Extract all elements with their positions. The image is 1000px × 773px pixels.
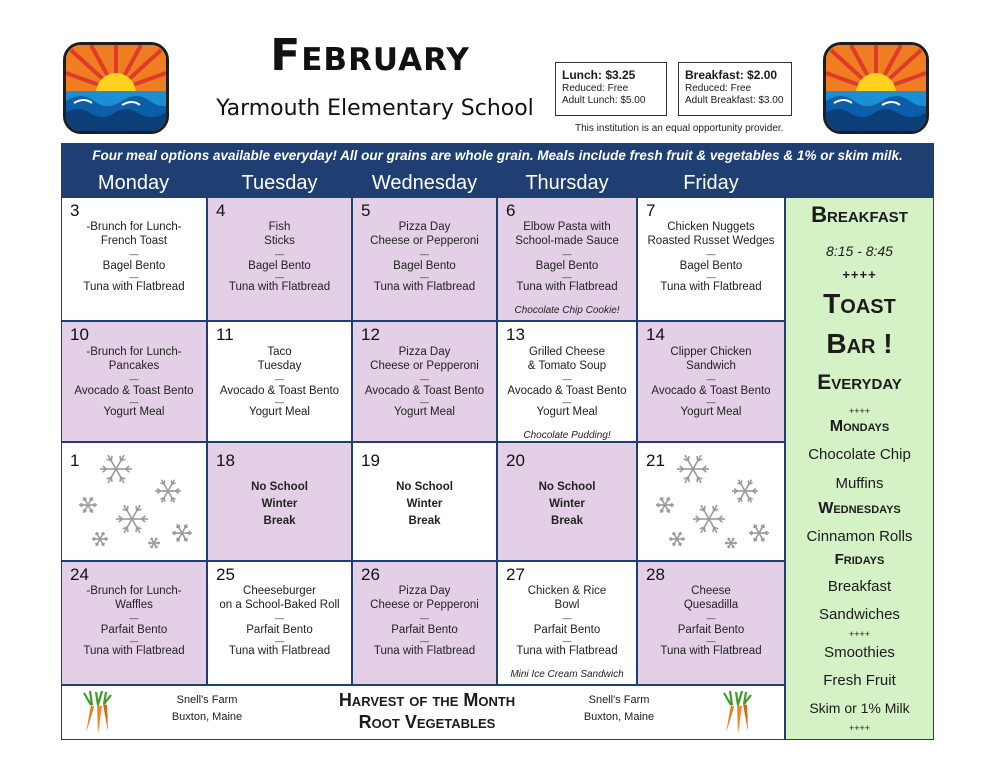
day-cell — [207, 197, 352, 321]
day-cell — [207, 442, 352, 561]
entree-line: -Brunch for Lunch- — [86, 346, 182, 358]
option-two: Bagel Bento — [679, 260, 743, 272]
entree-line: Cheese or Pepperoni — [370, 599, 479, 611]
option-two: Bagel Bento — [102, 260, 166, 272]
entree-line: -Brunch for Lunch- — [86, 585, 182, 597]
dash-divider: — — [129, 249, 139, 259]
dash-divider: — — [129, 374, 139, 384]
sunrise-wave-icon — [826, 45, 926, 131]
day-thursday: Thursday — [525, 172, 609, 194]
day-cell — [61, 321, 207, 442]
everyday-label: Everyday — [817, 371, 902, 394]
dash-divider: — — [420, 249, 429, 259]
option-two: Bagel Bento — [248, 260, 311, 272]
dash-divider: — — [706, 397, 716, 407]
date-number: 20 — [506, 451, 525, 470]
entree-line: Cheese or Pepperoni — [370, 235, 479, 247]
plus-divider: ++++ — [842, 267, 877, 282]
option-three: Yogurt Meal — [680, 406, 742, 418]
option-three: Yogurt Meal — [103, 406, 165, 418]
monday-item-2: Muffins — [835, 475, 884, 492]
breakfast-reduced: Reduced: Free — [685, 83, 752, 94]
date-number: 13 — [506, 325, 525, 344]
entree-line: Elbow Pasta with — [523, 221, 611, 233]
harvest-title: Harvest of the Month — [338, 690, 516, 710]
entree-line: & Tomato Soup — [527, 360, 607, 372]
equal-opportunity-note: This institution is an equal opportunity provider. — [575, 123, 784, 134]
day-cell — [637, 442, 785, 561]
breakfast-adult: Adult Breakfast: $3.00 — [685, 95, 784, 106]
entree-line: Fish — [268, 221, 291, 233]
no-school-text: Break — [551, 515, 583, 527]
date-number: 28 — [646, 565, 665, 584]
day-cell — [497, 197, 637, 321]
option-three: Yogurt Meal — [249, 406, 310, 418]
option-three: Tuna with Flatbread — [373, 645, 476, 657]
day-cell — [637, 561, 785, 685]
snowflake-icon — [647, 449, 777, 549]
date-number: 21 — [646, 451, 665, 470]
entree-line: Cheese — [691, 585, 731, 597]
snowflake-art — [647, 449, 777, 553]
harvest-of-the-month — [61, 685, 785, 740]
day-cell — [352, 321, 497, 442]
date-number: 1 — [70, 451, 80, 470]
dash-divider: — — [275, 636, 284, 646]
no-school-text: Winter — [261, 498, 298, 510]
dash-divider: — — [129, 636, 139, 646]
date-number: 5 — [361, 201, 371, 220]
breakfast-time: 8:15 - 8:45 — [826, 243, 893, 259]
no-school-text: Break — [263, 515, 296, 527]
carrot-icon — [722, 691, 752, 735]
dash-divider: — — [706, 249, 716, 259]
option-three: Tuna with Flatbread — [373, 281, 476, 293]
day-cell — [207, 321, 352, 442]
month-title: February — [270, 30, 470, 81]
school-name: Yarmouth Elementary School — [216, 96, 534, 121]
entree-line: Sticks — [264, 235, 295, 247]
dash-divider: — — [706, 272, 716, 282]
day-cell — [61, 442, 207, 561]
day-cell — [352, 561, 497, 685]
dash-divider: — — [562, 636, 572, 646]
breakfast-title: Breakfast — [811, 202, 908, 227]
day-tuesday: Tuesday — [241, 172, 318, 194]
dash-divider: — — [275, 397, 284, 407]
day-friday: Friday — [683, 172, 739, 194]
option-two: Avocado & Toast Bento — [364, 385, 485, 397]
dash-divider: — — [562, 374, 572, 384]
entree-line: -Brunch for Lunch- — [86, 221, 182, 233]
sunrise-wave-icon — [66, 45, 166, 131]
option-three: Tuna with Flatbread — [516, 281, 618, 293]
lunch-price: Lunch: $3.25 — [562, 68, 636, 82]
option-two: Avocado & Toast Bento — [74, 385, 194, 397]
option-two: Parfait Bento — [100, 624, 168, 636]
harvest-subtitle: Root Vegetables — [358, 712, 496, 732]
no-school-text: Break — [408, 515, 441, 527]
dash-divider: — — [562, 249, 572, 259]
snowflake-art — [70, 449, 200, 553]
dash-divider: — — [275, 249, 284, 259]
info-banner: Four meal options available everyday! All our grains are whole grain. Meals include fresh fruit & vegetables & 1% or skim milk. — [61, 143, 934, 169]
day-cell — [637, 321, 785, 442]
dash-divider: — — [706, 374, 716, 384]
day-cell — [637, 197, 785, 321]
snowflake-icon — [70, 449, 200, 549]
fridays-label: Fridays — [834, 551, 885, 568]
dash-divider: — — [129, 272, 139, 282]
farm-location: Buxton, Maine — [171, 711, 243, 723]
date-number: 19 — [361, 451, 380, 470]
dash-divider: — — [562, 272, 572, 282]
farm-location: Buxton, Maine — [583, 711, 655, 723]
date-number: 14 — [646, 325, 665, 344]
day-monday: Monday — [97, 172, 170, 194]
entree-line: Waffles — [115, 599, 153, 611]
monday-item-1: Chocolate Chip — [808, 446, 911, 463]
mondays-label: Mondays — [829, 418, 890, 435]
friday-item-2: Sandwiches — [819, 606, 900, 623]
option-three: Yogurt Meal — [536, 406, 598, 418]
option-two: Avocado & Toast Bento — [219, 385, 340, 397]
breakfast-price-box — [678, 62, 792, 116]
date-number: 25 — [216, 565, 235, 584]
milk-item: Skim or 1% Milk — [809, 700, 910, 716]
no-school-text: No School — [251, 481, 308, 493]
dash-divider: — — [562, 397, 572, 407]
day-cell — [61, 197, 207, 321]
plus-divider: ++++ — [848, 406, 871, 416]
plus-divider: ++++ — [848, 723, 871, 733]
option-two: Avocado & Toast Bento — [651, 385, 771, 397]
dash-divider: — — [129, 613, 139, 623]
option-three: Yogurt Meal — [394, 406, 455, 418]
day-cell — [497, 442, 637, 561]
day-cell — [497, 321, 637, 442]
dessert-note: Chocolate Chip Cookie! — [514, 305, 620, 316]
dash-divider: — — [275, 374, 284, 384]
date-number: 18 — [216, 451, 235, 470]
date-number: 10 — [70, 325, 89, 344]
entree-line: Chicken & Rice — [527, 585, 607, 597]
entree-line: Cheeseburger — [243, 585, 316, 597]
entree-line: Quesadilla — [683, 599, 739, 611]
smoothies-item: Smoothies — [824, 644, 895, 661]
option-three: Tuna with Flatbread — [660, 645, 762, 657]
dash-divider: — — [420, 636, 429, 646]
dash-divider: — — [275, 272, 284, 282]
wednesday-item: Cinnamon Rolls — [806, 528, 913, 545]
farm-info-right — [564, 692, 674, 726]
option-three: Tuna with Flatbread — [83, 645, 185, 657]
day-cell — [61, 561, 207, 685]
option-two: Bagel Bento — [535, 260, 599, 272]
day-cell — [352, 197, 497, 321]
day-cell — [497, 561, 637, 685]
wednesdays-label: Wednesdays — [818, 500, 901, 517]
option-two: Parfait Bento — [677, 624, 745, 636]
day-wednesday: Wednesday — [371, 172, 478, 194]
toast-label: Toast — [823, 288, 896, 319]
dash-divider: — — [420, 374, 429, 384]
option-three: Tuna with Flatbread — [516, 645, 618, 657]
date-number: 12 — [361, 325, 380, 344]
option-two: Bagel Bento — [393, 260, 456, 272]
entree-line: Taco — [267, 346, 292, 358]
option-three: Tuna with Flatbread — [83, 281, 185, 293]
lunch-adult: Adult Lunch: $5.00 — [562, 95, 646, 106]
entree-line: Roasted Russet Wedges — [647, 235, 775, 247]
entree-line: Grilled Cheese — [528, 346, 606, 358]
date-number: 3 — [70, 201, 80, 220]
date-number: 7 — [646, 201, 656, 220]
lunch-reduced: Reduced: Free — [562, 83, 629, 94]
farm-name: Snell's Farm — [588, 694, 650, 706]
entree-line: French Toast — [100, 235, 168, 247]
dash-divider: — — [275, 613, 284, 623]
farm-name: Snell's Farm — [176, 694, 238, 706]
entree-line: Chicken Nuggets — [667, 221, 755, 233]
option-two: Parfait Bento — [533, 624, 601, 636]
entree-line: Tuesday — [257, 360, 302, 372]
date-number: 24 — [70, 565, 89, 584]
date-number: 27 — [506, 565, 525, 584]
dessert-note: Chocolate Pudding! — [523, 430, 611, 441]
entree-line: Clipper Chicken — [670, 346, 752, 358]
dash-divider: — — [706, 613, 716, 623]
farm-info-left — [152, 692, 262, 726]
sunrise-logo-left — [63, 42, 169, 134]
entree-line: Pizza Day — [398, 585, 451, 597]
no-school-text: Winter — [549, 498, 585, 510]
no-school-text: Winter — [406, 498, 443, 510]
day-cell — [207, 561, 352, 685]
entree-line: Pizza Day — [398, 221, 451, 233]
dash-divider: — — [420, 613, 429, 623]
sunrise-logo-right — [823, 42, 929, 134]
no-school-text: No School — [396, 481, 453, 493]
option-three: Tuna with Flatbread — [660, 281, 762, 293]
date-number: 4 — [216, 201, 226, 220]
entree-line: Cheese or Pepperoni — [370, 360, 479, 372]
entree-line: Pizza Day — [398, 346, 451, 358]
entree-line: Pancakes — [108, 360, 160, 372]
entree-line: Bowl — [554, 599, 580, 611]
option-three: Tuna with Flatbread — [228, 281, 331, 293]
option-two: Parfait Bento — [391, 624, 458, 636]
dash-divider: — — [420, 397, 429, 407]
entree-line: on a School-Baked Roll — [219, 599, 340, 611]
dash-divider: — — [129, 397, 139, 407]
bar-label: Bar ! — [826, 328, 893, 359]
friday-item-1: Breakfast — [827, 578, 892, 595]
breakfast-price: Breakfast: $2.00 — [685, 68, 778, 82]
carrot-icon — [82, 691, 112, 735]
dessert-note: Mini Ice Cream Sandwich — [510, 669, 624, 680]
lunch-price-box — [555, 62, 667, 116]
breakfast-sidebar — [785, 197, 934, 740]
entree-line: Sandwich — [686, 360, 736, 372]
dash-divider: — — [420, 272, 429, 282]
dash-divider: — — [562, 613, 572, 623]
dash-divider: — — [706, 636, 716, 646]
date-number: 6 — [506, 201, 516, 220]
option-three: Tuna with Flatbread — [228, 645, 331, 657]
option-two: Avocado & Toast Bento — [507, 385, 627, 397]
day-cell — [352, 442, 497, 561]
date-number: 11 — [216, 325, 234, 344]
plus-divider: ++++ — [848, 629, 871, 639]
entree-line: School-made Sauce — [515, 235, 619, 247]
no-school-text: No School — [538, 481, 596, 493]
option-two: Parfait Bento — [246, 624, 313, 636]
fresh-fruit-item: Fresh Fruit — [823, 672, 896, 689]
date-number: 26 — [361, 565, 380, 584]
